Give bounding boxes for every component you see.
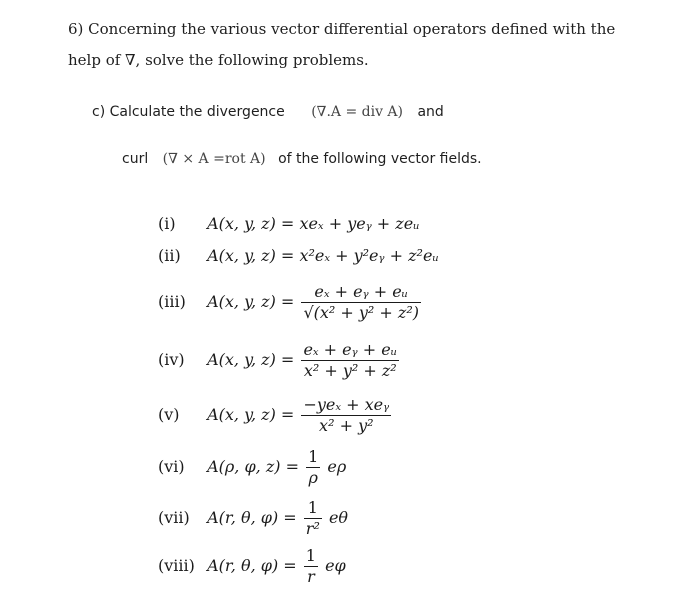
divergence-definition: (∇.A = div A) — [311, 104, 404, 120]
fraction-denominator: x² + y² — [319, 416, 374, 435]
part-c-and: and — [417, 104, 444, 120]
field-item — [158, 340, 401, 381]
field-label: (vi) — [158, 457, 185, 476]
problem-heading-line-1: 6) Concerning the various vector differential operators defined with the — [68, 20, 616, 38]
field-label: (iii) — [158, 292, 186, 311]
field-lhs: A(x, y, z) = — [207, 292, 295, 311]
field-label: (ii) — [158, 246, 181, 265]
fraction-denominator: ρ — [308, 468, 318, 487]
fraction-numerator: −yeₓ + xeᵧ — [303, 395, 390, 414]
fraction — [301, 340, 399, 381]
part-c-line-1 — [92, 104, 444, 120]
field-lhs: A(x, y, z) = — [207, 350, 295, 369]
field-lhs: A(x, y, z) = — [207, 405, 295, 424]
fraction — [301, 395, 391, 436]
fraction — [304, 498, 322, 539]
field-rhs: xeₓ + yeᵧ + zeᵤ — [299, 214, 420, 233]
field-rhs: x²eₓ + y²eᵧ + z²eᵤ — [299, 246, 439, 265]
fraction-denominator: r — [307, 567, 315, 586]
fraction-denominator: r² — [305, 519, 320, 538]
part-c-tail: of the following vector fields. — [278, 151, 482, 167]
fraction-denominator: x² + y² + z² — [303, 361, 397, 380]
part-c-curl: curl — [122, 151, 149, 167]
fraction — [301, 282, 421, 323]
part-c-line-2 — [122, 151, 482, 167]
curl-definition: (∇ × A =rot A) — [162, 151, 266, 167]
field-lhs: A(ρ, φ, z) = — [207, 457, 300, 476]
field-lhs: A(r, θ, φ) = — [207, 508, 297, 527]
problem-heading — [68, 14, 668, 76]
field-item — [158, 546, 346, 587]
fraction-denominator: √(x² + y² + z²) — [303, 303, 420, 322]
fraction-numerator: eₓ + eᵧ + eᵤ — [303, 340, 398, 359]
field-lhs: A(x, y, z) = — [207, 214, 295, 233]
fraction-numerator: 1 — [307, 498, 318, 517]
problem-heading-line-2: help of ∇, solve the following problems. — [68, 51, 369, 69]
field-item — [158, 395, 393, 436]
field-item — [158, 282, 423, 323]
fraction-numerator: 1 — [305, 546, 316, 565]
fraction — [306, 447, 320, 488]
part-c-label: c) Calculate the divergence — [92, 104, 285, 120]
unit-vector: eρ — [327, 457, 347, 476]
field-label: (i) — [158, 214, 176, 233]
field-label: (iv) — [158, 350, 185, 369]
field-label: (v) — [158, 405, 180, 424]
fraction-numerator: 1 — [308, 447, 319, 466]
fraction-numerator: eₓ + eᵧ + eᵤ — [314, 282, 409, 301]
field-item — [158, 447, 346, 488]
field-lhs: A(r, θ, φ) = — [207, 556, 297, 575]
field-item — [158, 246, 439, 265]
field-label: (viii) — [158, 556, 195, 575]
field-item — [158, 214, 420, 233]
field-label: (vii) — [158, 508, 190, 527]
fraction — [304, 546, 318, 587]
field-item — [158, 498, 348, 539]
field-lhs: A(x, y, z) = — [207, 246, 295, 265]
unit-vector: eθ — [328, 508, 349, 527]
unit-vector: eφ — [325, 556, 346, 575]
